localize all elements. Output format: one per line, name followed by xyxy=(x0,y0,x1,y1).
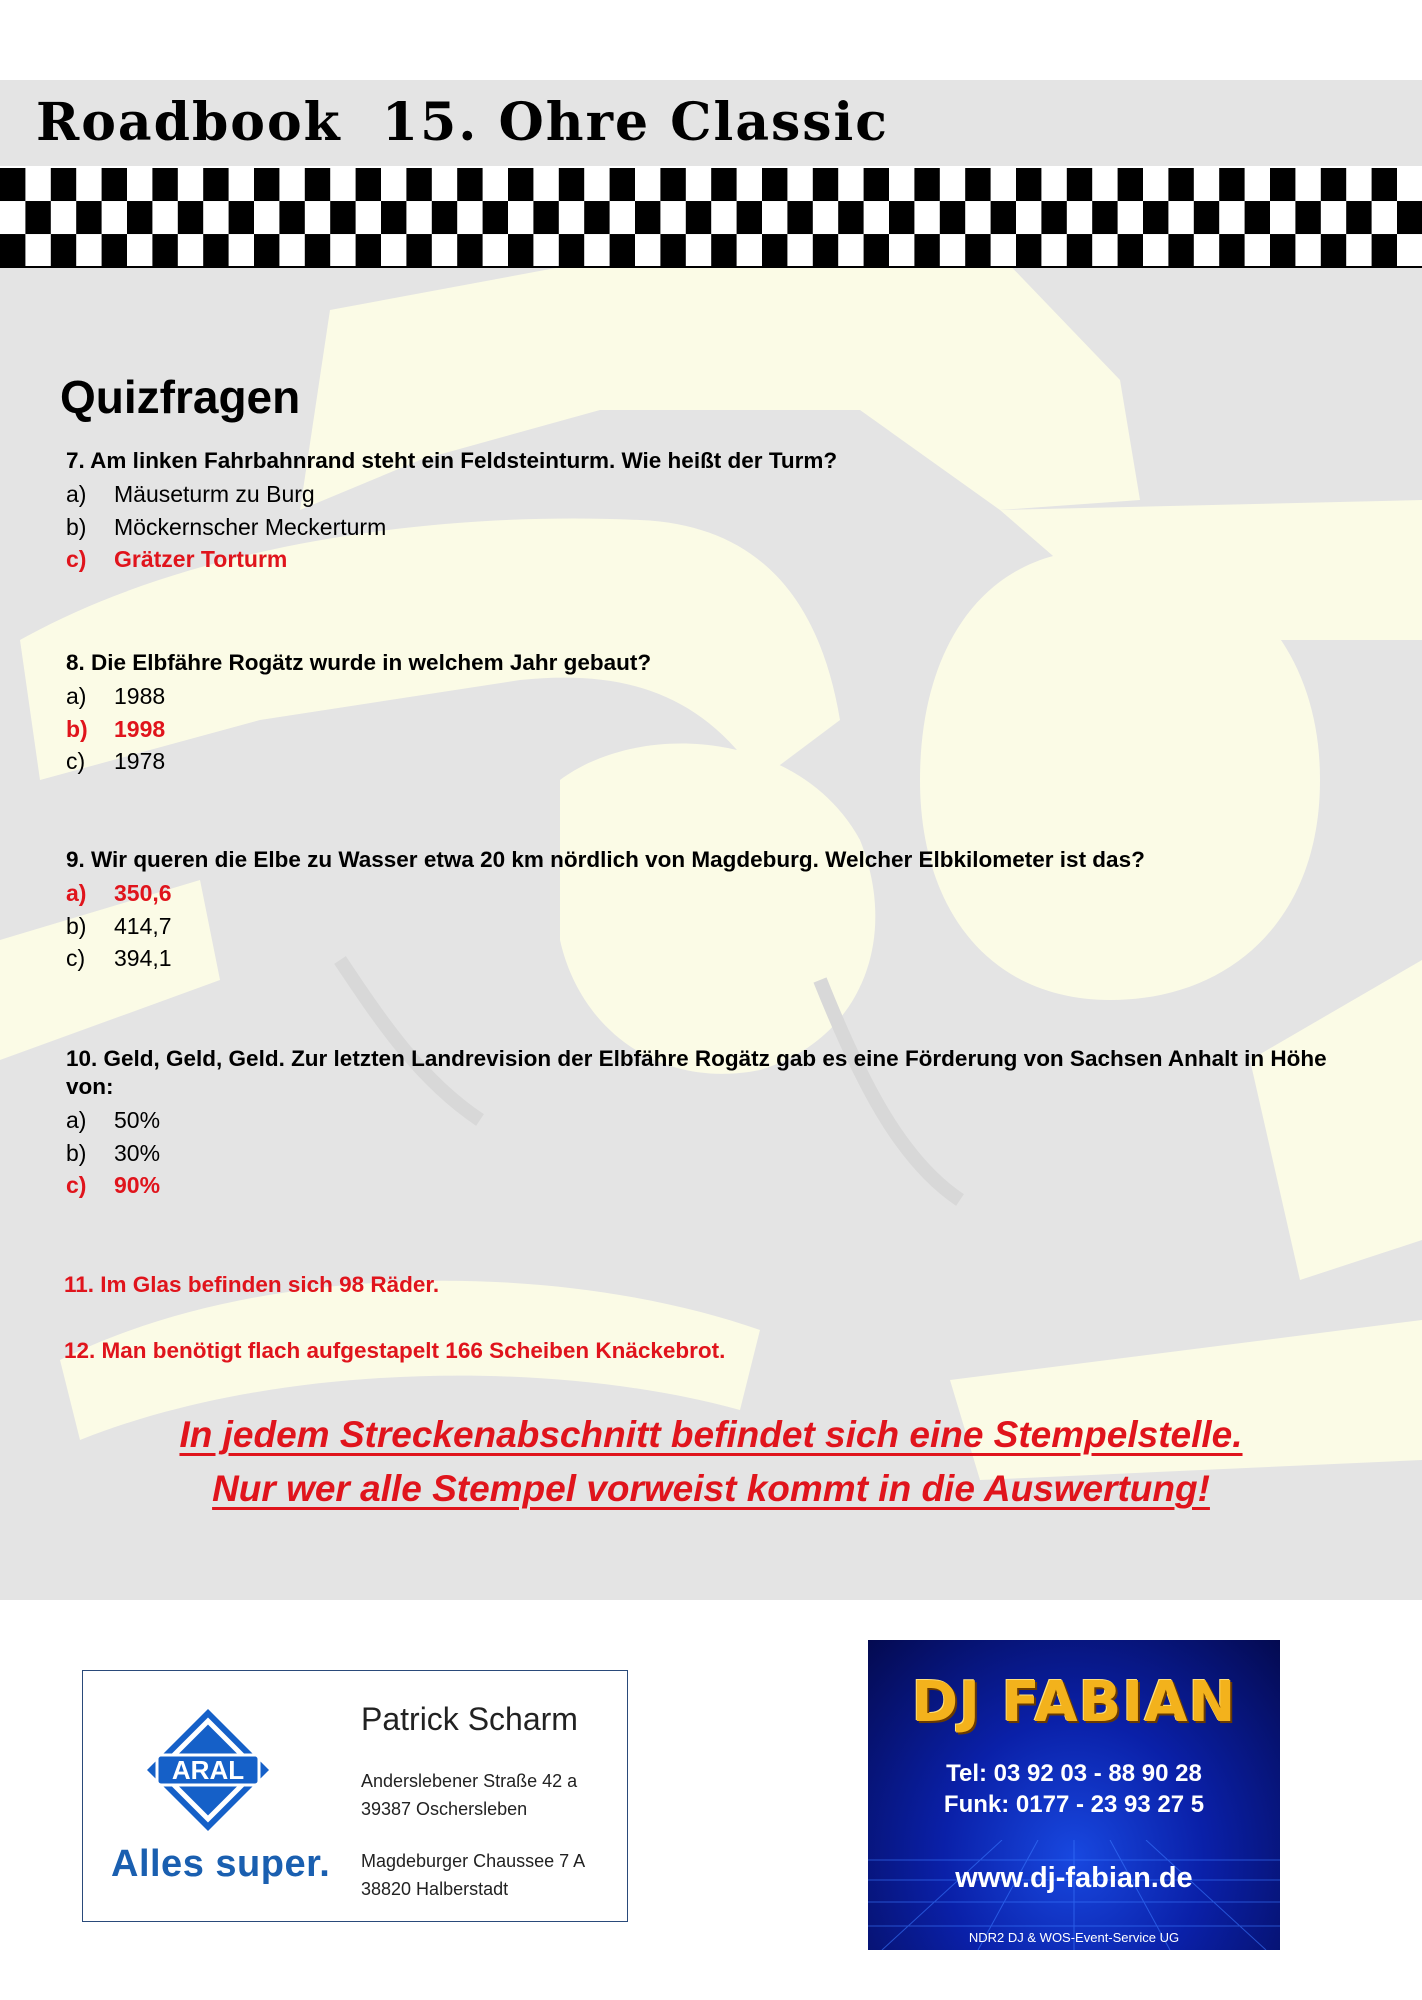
option-text: 1978 xyxy=(114,748,166,774)
question-text: 8. Die Elbfähre Rogätz wurde in welchem Jahr gebaut? xyxy=(66,650,652,675)
stamp-notice-line xyxy=(0,1414,1422,1456)
option-text: 394,1 xyxy=(114,945,172,971)
dj-website: www.dj-fabian.de xyxy=(955,1862,1193,1894)
dj-brand-logo: DJ FABIAN xyxy=(911,1670,1237,1735)
answer-option xyxy=(66,910,1145,943)
option-letter: a) xyxy=(66,880,87,906)
address-line: 38820 Halberstadt xyxy=(361,1879,509,1899)
address-line: Magdeburger Chaussee 7 A xyxy=(361,1851,586,1871)
contact-name: Patrick Scharm xyxy=(361,1701,578,1737)
answer-option xyxy=(66,478,837,511)
option-text: Möckernscher Meckerturm xyxy=(114,513,387,540)
answer-note: 12. Man benötigt flach aufgestapelt 166 Scheiben Knäckebrot. xyxy=(64,1338,726,1363)
correct-answer-option xyxy=(66,1169,1366,1202)
aral-slogan: Alles super. xyxy=(111,1843,331,1885)
option-letter: a) xyxy=(66,481,87,507)
dj-contact xyxy=(868,1758,1280,1820)
address-block xyxy=(361,1847,585,1903)
option-letter: c) xyxy=(66,546,87,572)
option-text: 414,7 xyxy=(114,912,172,939)
option-text: 90% xyxy=(114,1172,161,1198)
quiz-question xyxy=(66,846,1145,975)
option-text: 1988 xyxy=(114,683,166,709)
section-heading: Quizfragen xyxy=(60,371,301,423)
stamp-notice-text: In jedem Streckenabschnitt befindet sich eine Stempelstelle. xyxy=(179,1414,1243,1455)
correct-answer-option xyxy=(66,877,1145,910)
option-letter: b) xyxy=(66,1139,87,1166)
option-text: Grätzer Torturm xyxy=(114,546,288,572)
option-letter: b) xyxy=(66,715,88,742)
correct-answer-option xyxy=(66,713,651,746)
stamp-notice-line xyxy=(0,1468,1422,1510)
option-letter: c) xyxy=(66,945,86,971)
dj-subtitle: NDR2 DJ & WOS-Event-Service UG xyxy=(968,1930,1180,1945)
answer-option xyxy=(66,1104,1366,1137)
checkered-flag-band xyxy=(0,166,1422,268)
answer-option xyxy=(66,745,651,778)
address-block xyxy=(361,1767,577,1823)
option-letter: a) xyxy=(66,683,87,709)
stamp-notice-text: Nur wer alle Stempel vorweist kommt in die Auswertung! xyxy=(212,1468,1210,1509)
option-text: 350,6 xyxy=(114,880,172,906)
question-text: 9. Wir queren die Elbe zu Wasser etwa 20 km nördlich von Magdeburg. Welcher Elbkilometer ist das? xyxy=(66,847,1145,872)
option-text: 1998 xyxy=(114,715,166,742)
sponsor-dj-card xyxy=(868,1640,1280,1950)
option-text: Mäuseturm zu Burg xyxy=(114,481,315,507)
answer-option xyxy=(66,511,837,544)
question-text: 10. Geld, Geld, Geld. Zur letzten Landrevision der Elbfähre Rogätz gab es eine Förderung von Sachsen Anhalt in Höhe von: xyxy=(66,1046,1327,1099)
option-letter: c) xyxy=(66,1172,87,1198)
dj-mobile: Funk: 0177 - 23 93 27 5 xyxy=(943,1791,1205,1818)
answer-option xyxy=(66,1137,1366,1170)
answer-option xyxy=(66,680,651,713)
quiz-question xyxy=(66,447,837,576)
dj-phone: Tel: 03 92 03 - 88 90 28 xyxy=(946,1760,1202,1787)
option-letter: c) xyxy=(66,748,86,774)
option-letter: b) xyxy=(66,513,87,540)
option-text: 30% xyxy=(114,1139,161,1166)
background-car-illustration xyxy=(0,80,1422,1600)
option-letter: a) xyxy=(66,1107,87,1133)
answer-note: 11. Im Glas befinden sich 98 Räder. xyxy=(64,1272,440,1297)
option-letter: b) xyxy=(66,912,87,939)
sponsor-aral-card xyxy=(82,1670,628,1922)
quiz-question xyxy=(66,649,651,778)
question-text: 7. Am linken Fahrbahnrand steht ein Feldsteinturm. Wie heißt der Turm? xyxy=(66,448,838,473)
correct-answer-option xyxy=(66,543,837,576)
answer-option xyxy=(66,942,1145,975)
quiz-question xyxy=(66,1045,1366,1202)
aral-logo-text: ARAL xyxy=(171,1755,245,1785)
address-line: Anderslebener Straße 42 a xyxy=(361,1771,578,1791)
page-title: Roadbook 15. Ohre Classic xyxy=(36,92,889,153)
address-line: 39387 Oschersleben xyxy=(361,1799,528,1819)
option-text: 50% xyxy=(114,1107,161,1133)
aral-logo xyxy=(143,1705,273,1840)
